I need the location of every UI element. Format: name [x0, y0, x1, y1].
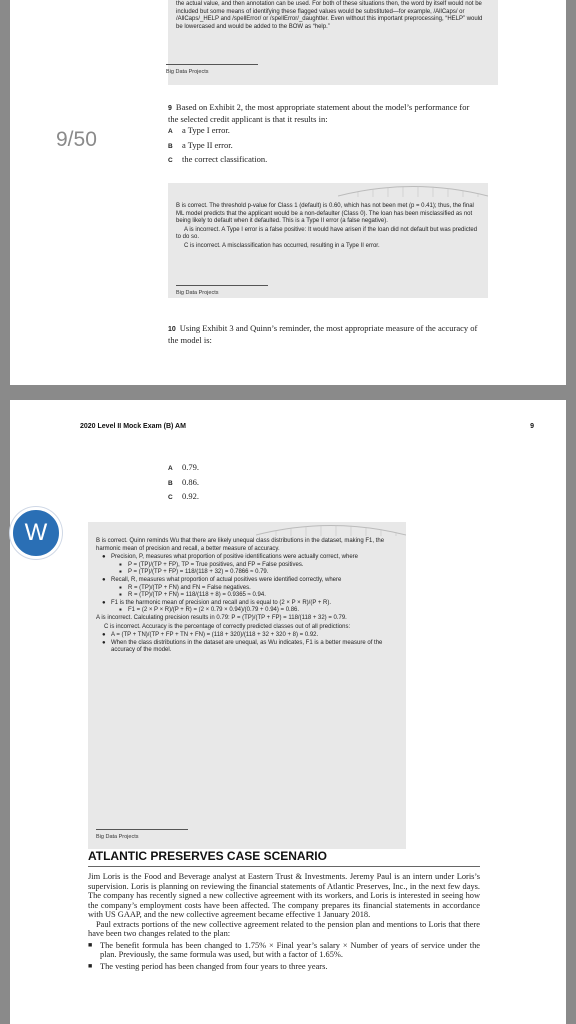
bullet-distribution: ● When the class distributions in the dataset are unequal, as Wu indicates, F1 is a better measure of the accuracy of the model.: [102, 640, 398, 655]
bullet-recall: ● Recall, R, measures what proportion of actual positives were identified correctly, where ▪ R = (TP)/(TP + FN) and FN = False negatives. ▪ R = (TP)/(TP + FN) = 118/(118 + 8) = 0.9365 ≈ 0.94.: [102, 577, 398, 600]
box2-p1: B is correct. The threshold p-value for Class 1 (default) is 0.60, which has not been met (p = 0.41); thus, the final ML model predicts that the applicant would be a non-defaulter (Class 0). The loan has been misclassified as not being likely to default when it defaulted. This is a Type II error (a false negative).: [176, 203, 474, 225]
case-paragraph-2: Paul extracts portions of the new collective agreement related to the pension plan and mentions to Loris that there have been two changes related to the plan:: [88, 919, 480, 938]
footer-big-data-3: Big Data Projects: [96, 834, 139, 840]
case-scenario-title: ATLANTIC PRESERVES CASE SCENARIO: [88, 849, 327, 863]
option-c: C the correct classification.: [168, 154, 268, 164]
question-9: [168, 102, 478, 124]
option-b: B a Type II error.: [168, 139, 233, 150]
box1-paragraph: the actual value, and then annotation can be used. For both of these situations then, the word by itself would not be included but some means of identifying these flagged values would be substituted—for example, /AllCaps/ or /AllCaps/_HELP and /spellError/ or /spellError/_daughtter. Even without this important preprocessing, “HELP” would be lowercased and would be added to the BOW as “help.”: [176, 1, 483, 30]
answer-box-question-9: [168, 183, 488, 298]
option-b: B 0.86.: [168, 476, 199, 487]
question-10: [168, 323, 478, 345]
case-bullet-2: ■ The vesting period has been changed from four years to three years.: [88, 962, 480, 972]
sub-bullet: ▪ R = (TP)/(TP + FN) and FN = False negatives.: [119, 585, 398, 593]
page-header-number: 9: [530, 423, 534, 430]
w-app-badge[interactable]: W: [10, 507, 62, 559]
question-9-options: [168, 124, 267, 168]
footer-big-data-1: Big Data Projects: [166, 69, 209, 75]
option-a: A 0.79.: [168, 462, 199, 472]
box3-a-incorrect: A is incorrect. Calculating precision results in 0.79: P = (TP)/(TP + FP) = 118/(118 + 32) = 0.79.: [96, 614, 347, 621]
bullet-precision: ● Precision, P, measures what proportion of positive identifications were actually correct, where ▪ P = (TP)/(TP + FP), TP = True positives, and FP = False positives. ▪ P = (TP)/(TP + FP) = 118/(118 + 32) = 0.7866 ≈ 0.79.: [102, 554, 398, 577]
box3-intro: B is correct. Quinn reminds Wu that there are likely unequal class distributions in the dataset, making F1, the harmonic mean of precision and recall, a better measure of accuracy.: [96, 538, 385, 552]
page-header-title: 2020 Level II Mock Exam (B) AM: [80, 423, 186, 430]
sub-bullet: ▪ F1 = (2 × P × R)/(P + R) = (2 × 0.79 × 0.94)/(0.79 + 0.94) = 0.86.: [119, 607, 398, 615]
box2-p2: A is incorrect. A Type I error is a false positive: It would have arisen if the loan did not default but was predicted to do so.: [176, 226, 478, 241]
box2-p3: C is incorrect. A misclassification has occurred, resulting in a Type II error.: [184, 242, 380, 249]
sub-bullet: ▪ P = (TP)/(TP + FP), TP = True positives, and FP = False positives.: [119, 562, 398, 570]
question-10-options: [168, 461, 199, 505]
title-divider: [88, 866, 480, 867]
option-a: A a Type I error.: [168, 125, 230, 135]
question-9-number: 9: [168, 105, 172, 112]
box3-c-incorrect: C is incorrect. Accuracy is the percentage of correctly predicted classes out of all predictions:: [104, 623, 351, 630]
sub-bullet: ▪ P = (TP)/(TP + FP) = 118/(118 + 32) = 0.7866 ≈ 0.79.: [119, 569, 398, 577]
bullet-accuracy: ● A = (TP + TN)/(TP + FP + TN + FN) = (118 + 320)/(118 + 32 + 320 + 8) = 0.92.: [102, 632, 398, 640]
case-paragraph-1: Jim Loris is the Food and Beverage analyst at Eastern Trust & Investments. Jeremy Paul is an intern under Loris’s supervision. Loris is planning on reviewing the financial statements of Atlantic Preserves, Inc., in the next few days. The company has recently signed a new collective agreement with its workers, and Loris is interested in seeing how the company’s employment costs have been affected. The company prepares its financial statements in accordance with US GAAP, and the new collective agreement became effective 1 January 2018.: [88, 872, 480, 919]
sub-bullet: ▪ R = (TP)/(TP + FN) = 118/(118 + 8) = 0.9365 ≈ 0.94.: [119, 592, 398, 600]
page-counter: 9/50: [56, 128, 97, 151]
answer-box-question-10: [88, 522, 406, 849]
case-bullet-1: ■ The benefit formula has been changed to 1.75% × Final year’s salary × Number of years of service under the plan. Previously, the same formula was used, but with a factor of 1.65%.: [88, 941, 480, 960]
case-scenario-body: [88, 872, 480, 973]
question-10-number: 10: [168, 326, 176, 333]
question-9-text: Based on Exhibit 2, the most appropriate statement about the model’s performance for the selected credit applicant is that it results in:: [168, 102, 470, 124]
option-c: C 0.92.: [168, 491, 199, 501]
footer-big-data-2: Big Data Projects: [176, 290, 219, 296]
answer-box-text-processing: [168, 0, 498, 85]
bullet-f1: ● F1 is the harmonic mean of precision and recall and is equal to (2 × P × R)/(P + R). ▪ F1 = (2 × P × R)/(P + R) = (2 × 0.79 × 0.94)/(0.79 + 0.94) = 0.86.: [102, 600, 398, 615]
question-10-text: Using Exhibit 3 and Quinn’s reminder, the most appropriate measure of the accuracy of the model is:: [168, 323, 478, 345]
